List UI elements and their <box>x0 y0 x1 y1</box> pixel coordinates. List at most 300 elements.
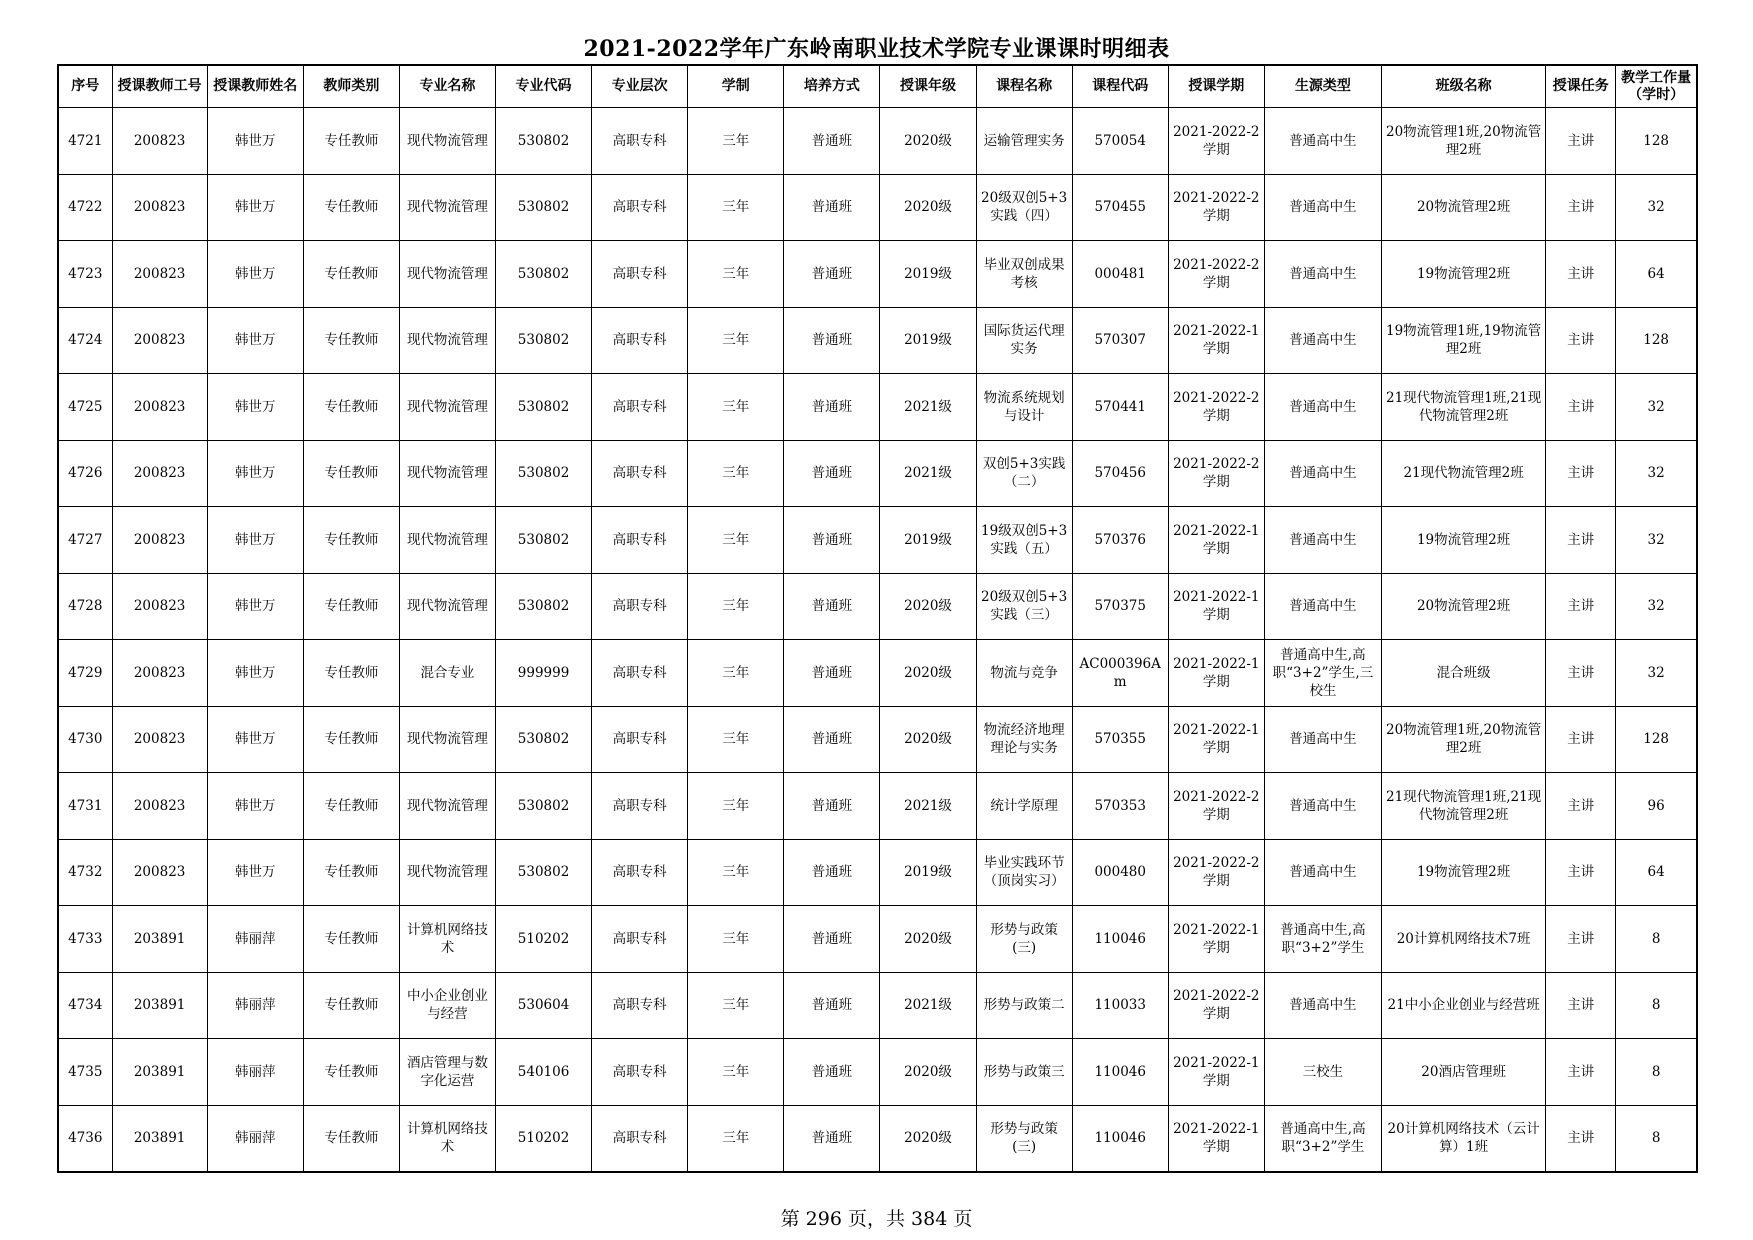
table-cell: 现代物流管理 <box>399 706 495 773</box>
column-header: 学制 <box>688 65 784 108</box>
table-cell: 2021-2022-2学期 <box>1168 108 1264 175</box>
table-cell: 普通高中生 <box>1264 706 1381 773</box>
table-cell: 000481 <box>1072 241 1168 308</box>
table-cell: 专任教师 <box>303 906 399 973</box>
table-cell: 毕业实践环节（顶岗实习） <box>976 839 1072 906</box>
table-cell: 酒店管理与数字化运营 <box>399 1039 495 1106</box>
column-header: 专业名称 <box>399 65 495 108</box>
page-title: 2021-2022学年广东岭南职业技术学院专业课课时明细表 <box>583 36 1170 62</box>
table-cell: 高职专科 <box>592 706 688 773</box>
table-cell: 三年 <box>688 773 784 840</box>
table-cell: 570376 <box>1072 507 1168 574</box>
table-cell: 2019级 <box>880 307 976 374</box>
column-header: 培养方式 <box>784 65 880 108</box>
table-cell: 主讲 <box>1546 573 1616 640</box>
table-cell: 530802 <box>496 507 592 574</box>
table-cell: 570441 <box>1072 374 1168 441</box>
table-row <box>58 507 1697 574</box>
table-cell: 2021级 <box>880 972 976 1039</box>
table-cell: 2021-2022-1学期 <box>1168 573 1264 640</box>
table-cell: 530802 <box>496 374 592 441</box>
table-cell: 32 <box>1616 174 1697 241</box>
table-cell: 普通班 <box>784 241 880 308</box>
table-cell: 专任教师 <box>303 1039 399 1106</box>
table-cell: 2020级 <box>880 1105 976 1172</box>
table-cell: 韩丽萍 <box>207 1105 303 1172</box>
column-header: 班级名称 <box>1382 65 1546 108</box>
table-cell: 普通班 <box>784 773 880 840</box>
table-cell: 8 <box>1616 1105 1697 1172</box>
table-cell: 物流与竞争 <box>976 640 1072 707</box>
table-cell: 三年 <box>688 573 784 640</box>
table-cell: 530802 <box>496 440 592 507</box>
table-cell: 20物流管理1班,20物流管理2班 <box>1382 706 1546 773</box>
table-cell: 现代物流管理 <box>399 507 495 574</box>
table-cell: 2019级 <box>880 507 976 574</box>
table-cell: 普通班 <box>784 108 880 175</box>
table-cell: 韩世万 <box>207 839 303 906</box>
table-row <box>58 773 1697 840</box>
table-cell: 主讲 <box>1546 374 1616 441</box>
table-cell: 4735 <box>58 1039 112 1106</box>
table-cell: 普通班 <box>784 573 880 640</box>
table-cell: 专任教师 <box>303 241 399 308</box>
table-cell: 200823 <box>112 108 207 175</box>
column-header: 课程代码 <box>1072 65 1168 108</box>
table-cell: 统计学原理 <box>976 773 1072 840</box>
table-cell: 4727 <box>58 507 112 574</box>
table-cell: 韩世万 <box>207 640 303 707</box>
table-cell: 4724 <box>58 307 112 374</box>
table-cell: 普通高中生 <box>1264 374 1381 441</box>
table-cell: 128 <box>1616 108 1697 175</box>
table-row <box>58 241 1697 308</box>
table-cell: 530802 <box>496 573 592 640</box>
table-cell: 专任教师 <box>303 174 399 241</box>
table-cell: 现代物流管理 <box>399 839 495 906</box>
table-cell: 三年 <box>688 972 784 1039</box>
table-cell: 主讲 <box>1546 972 1616 1039</box>
table-cell: 主讲 <box>1546 507 1616 574</box>
table-cell: 2021-2022-2学期 <box>1168 241 1264 308</box>
table-cell: 32 <box>1616 573 1697 640</box>
table-cell: 普通高中生 <box>1264 573 1381 640</box>
table-cell: 普通高中生 <box>1264 972 1381 1039</box>
table-cell: 2021-2022-2学期 <box>1168 839 1264 906</box>
table-cell: 三年 <box>688 507 784 574</box>
table-cell: 普通班 <box>784 1105 880 1172</box>
table-cell: 530802 <box>496 174 592 241</box>
table-cell: 双创5+3实践（二） <box>976 440 1072 507</box>
table-cell: 203891 <box>112 906 207 973</box>
table-cell: 530802 <box>496 839 592 906</box>
table-cell: 2020级 <box>880 108 976 175</box>
table-cell: 19物流管理2班 <box>1382 241 1546 308</box>
table-cell: 20计算机网络技术（云计算）1班 <box>1382 1105 1546 1172</box>
table-cell: 19物流管理1班,19物流管理2班 <box>1382 307 1546 374</box>
table-row <box>58 108 1697 175</box>
table-cell: 110046 <box>1072 1039 1168 1106</box>
table-cell: 203891 <box>112 1105 207 1172</box>
table-cell: 普通班 <box>784 972 880 1039</box>
table-cell: 运输管理实务 <box>976 108 1072 175</box>
table-cell: 现代物流管理 <box>399 174 495 241</box>
table-cell: 高职专科 <box>592 507 688 574</box>
table-cell: 韩世万 <box>207 573 303 640</box>
table-cell: 32 <box>1616 440 1697 507</box>
table-cell: 4734 <box>58 972 112 1039</box>
column-header: 课程名称 <box>976 65 1072 108</box>
table-cell: 专任教师 <box>303 440 399 507</box>
table-cell: 三年 <box>688 108 784 175</box>
table-cell: 普通高中生 <box>1264 307 1381 374</box>
table-cell: 三年 <box>688 374 784 441</box>
table-cell: 2020级 <box>880 706 976 773</box>
table-cell: 主讲 <box>1546 706 1616 773</box>
table-cell: 4725 <box>58 374 112 441</box>
table-cell: 2021-2022-1学期 <box>1168 507 1264 574</box>
table-cell: 540106 <box>496 1039 592 1106</box>
table-cell: 2019级 <box>880 241 976 308</box>
table-cell: 主讲 <box>1546 174 1616 241</box>
table-cell: 570353 <box>1072 773 1168 840</box>
table-cell: 2020级 <box>880 174 976 241</box>
table-cell: 2021-2022-1学期 <box>1168 1105 1264 1172</box>
table-cell: 32 <box>1616 640 1697 707</box>
table-cell: 普通高中生,高职“3+2”学生,三校生 <box>1264 640 1381 707</box>
table-cell: 专任教师 <box>303 773 399 840</box>
table-cell: 主讲 <box>1546 241 1616 308</box>
table-cell: 韩丽萍 <box>207 906 303 973</box>
table-cell: 高职专科 <box>592 773 688 840</box>
table-cell: 普通高中生 <box>1264 174 1381 241</box>
table-cell: 三年 <box>688 241 784 308</box>
table-cell: 20级双创5+3实践（四） <box>976 174 1072 241</box>
table-cell: 现代物流管理 <box>399 307 495 374</box>
table-cell: 200823 <box>112 440 207 507</box>
table-cell: 专任教师 <box>303 706 399 773</box>
table-cell: 64 <box>1616 839 1697 906</box>
table-cell: 4721 <box>58 108 112 175</box>
column-header: 专业代码 <box>496 65 592 108</box>
table-cell: 主讲 <box>1546 108 1616 175</box>
table-cell: 三年 <box>688 440 784 507</box>
table-cell: 64 <box>1616 241 1697 308</box>
table-cell: 4732 <box>58 839 112 906</box>
table-row <box>58 972 1697 1039</box>
table-cell: 96 <box>1616 773 1697 840</box>
table-cell: 200823 <box>112 174 207 241</box>
table-row <box>58 706 1697 773</box>
table-cell: 200823 <box>112 640 207 707</box>
table-cell: 20物流管理2班 <box>1382 174 1546 241</box>
table-cell: 三年 <box>688 1105 784 1172</box>
table-cell: 高职专科 <box>592 374 688 441</box>
table-cell: 8 <box>1616 972 1697 1039</box>
table-cell: 高职专科 <box>592 307 688 374</box>
table-cell: 2021级 <box>880 374 976 441</box>
table-cell: 570307 <box>1072 307 1168 374</box>
table-cell: 普通高中生 <box>1264 773 1381 840</box>
table-cell: 530604 <box>496 972 592 1039</box>
column-header: 生源类型 <box>1264 65 1381 108</box>
table-row <box>58 640 1697 707</box>
table-cell: 主讲 <box>1546 307 1616 374</box>
column-header: 教师类别 <box>303 65 399 108</box>
table-cell: 计算机网络技术 <box>399 1105 495 1172</box>
table-row <box>58 906 1697 973</box>
table-cell: 韩丽萍 <box>207 1039 303 1106</box>
table-cell: 2021-2022-2学期 <box>1168 374 1264 441</box>
table-cell: 2021-2022-1学期 <box>1168 906 1264 973</box>
table-cell: 三年 <box>688 640 784 707</box>
column-header: 授课任务 <box>1546 65 1616 108</box>
table-cell: 4723 <box>58 241 112 308</box>
table-cell: 专任教师 <box>303 640 399 707</box>
table-cell: 三校生 <box>1264 1039 1381 1106</box>
table-cell: 510202 <box>496 906 592 973</box>
table-cell: 现代物流管理 <box>399 440 495 507</box>
table-cell: 999999 <box>496 640 592 707</box>
table-cell: 专任教师 <box>303 839 399 906</box>
table-cell: 主讲 <box>1546 773 1616 840</box>
table-cell: 毕业双创成果考核 <box>976 241 1072 308</box>
table-cell: 110046 <box>1072 1105 1168 1172</box>
table-cell: 4731 <box>58 773 112 840</box>
table-cell: 三年 <box>688 1039 784 1106</box>
table-cell: 2020级 <box>880 1039 976 1106</box>
table-cell: 韩丽萍 <box>207 972 303 1039</box>
table-cell: 19物流管理2班 <box>1382 839 1546 906</box>
table-cell: 物流系统规划与设计 <box>976 374 1072 441</box>
column-header: 序号 <box>58 65 112 108</box>
column-header: 专业层次 <box>592 65 688 108</box>
table-cell: 现代物流管理 <box>399 374 495 441</box>
table-cell: 主讲 <box>1546 640 1616 707</box>
table-row <box>58 374 1697 441</box>
table-cell: 21现代物流管理1班,21现代物流管理2班 <box>1382 773 1546 840</box>
table-cell: 专任教师 <box>303 108 399 175</box>
table-cell: 2020级 <box>880 640 976 707</box>
course-hours-table <box>57 64 1698 1173</box>
table-cell: 2021-2022-1学期 <box>1168 706 1264 773</box>
column-header: 教学工作量（学时） <box>1616 65 1697 108</box>
table-cell: 混合专业 <box>399 640 495 707</box>
table-cell: 570456 <box>1072 440 1168 507</box>
table-cell: 2021级 <box>880 773 976 840</box>
table-cell: 中小企业创业与经营 <box>399 972 495 1039</box>
table-cell: 普通班 <box>784 839 880 906</box>
table-cell: 2021-2022-2学期 <box>1168 972 1264 1039</box>
table-cell: 韩世万 <box>207 241 303 308</box>
table-cell: 现代物流管理 <box>399 108 495 175</box>
table-body <box>58 108 1697 1173</box>
table-cell: 形势与政策二 <box>976 972 1072 1039</box>
table-cell: 8 <box>1616 1039 1697 1106</box>
table-cell: 普通班 <box>784 440 880 507</box>
table-cell: 110033 <box>1072 972 1168 1039</box>
table-cell: 现代物流管理 <box>399 773 495 840</box>
table-cell: 2021-2022-1学期 <box>1168 1039 1264 1106</box>
table-cell: 国际货运代理实务 <box>976 307 1072 374</box>
column-header: 授课教师姓名 <box>207 65 303 108</box>
table-cell: 普通高中生 <box>1264 108 1381 175</box>
table-cell: 主讲 <box>1546 839 1616 906</box>
table-cell: 韩世万 <box>207 108 303 175</box>
table-cell: 高职专科 <box>592 440 688 507</box>
table-cell: 计算机网络技术 <box>399 906 495 973</box>
table-cell: 形势与政策三 <box>976 1039 1072 1106</box>
table-cell: 形势与政策(三) <box>976 906 1072 973</box>
table-cell: 21中小企业创业与经营班 <box>1382 972 1546 1039</box>
table-cell: 现代物流管理 <box>399 573 495 640</box>
table-cell: 530802 <box>496 108 592 175</box>
table-cell: 4728 <box>58 573 112 640</box>
table-cell: 三年 <box>688 706 784 773</box>
table-row <box>58 440 1697 507</box>
column-header: 授课学期 <box>1168 65 1264 108</box>
table-cell: 2021-2022-1学期 <box>1168 307 1264 374</box>
table-cell: 普通班 <box>784 374 880 441</box>
table-cell: 200823 <box>112 307 207 374</box>
table-cell: 普通高中生 <box>1264 839 1381 906</box>
table-cell: 203891 <box>112 1039 207 1106</box>
table-cell: 128 <box>1616 307 1697 374</box>
table-cell: 现代物流管理 <box>399 241 495 308</box>
table-cell: 110046 <box>1072 906 1168 973</box>
table-cell: 4726 <box>58 440 112 507</box>
table-cell: 200823 <box>112 706 207 773</box>
table-cell: 韩世万 <box>207 773 303 840</box>
table-row <box>58 174 1697 241</box>
table-cell: 200823 <box>112 241 207 308</box>
table-cell: 高职专科 <box>592 174 688 241</box>
table-cell: 主讲 <box>1546 1039 1616 1106</box>
table-cell: 高职专科 <box>592 906 688 973</box>
table-cell: 2021级 <box>880 440 976 507</box>
column-header: 授课教师工号 <box>112 65 207 108</box>
table-cell: 专任教师 <box>303 307 399 374</box>
table-cell: 高职专科 <box>592 573 688 640</box>
table-row <box>58 1039 1697 1106</box>
table-cell: 三年 <box>688 307 784 374</box>
table-cell: 20级双创5+3实践（三） <box>976 573 1072 640</box>
table-cell: AC000396Am <box>1072 640 1168 707</box>
table-cell: 三年 <box>688 906 784 973</box>
table-row <box>58 1105 1697 1172</box>
table-cell: 570355 <box>1072 706 1168 773</box>
table-cell: 128 <box>1616 706 1697 773</box>
table-cell: 000480 <box>1072 839 1168 906</box>
table-cell: 530802 <box>496 706 592 773</box>
table-cell: 普通高中生 <box>1264 440 1381 507</box>
table-cell: 2021-2022-1学期 <box>1168 640 1264 707</box>
table-cell: 2019级 <box>880 839 976 906</box>
table-cell: 高职专科 <box>592 640 688 707</box>
table-cell: 4733 <box>58 906 112 973</box>
table-cell: 200823 <box>112 573 207 640</box>
table-cell: 普通高中生 <box>1264 241 1381 308</box>
table-cell: 570375 <box>1072 573 1168 640</box>
table-cell: 高职专科 <box>592 839 688 906</box>
table-cell: 2021-2022-2学期 <box>1168 174 1264 241</box>
table-cell: 普通班 <box>784 307 880 374</box>
table-cell: 20物流管理2班 <box>1382 573 1546 640</box>
table-cell: 主讲 <box>1546 1105 1616 1172</box>
page-footer: 第 296 页，共 384 页 <box>780 1208 973 1230</box>
table-cell: 混合班级 <box>1382 640 1546 707</box>
column-header: 授课年级 <box>880 65 976 108</box>
table-cell: 21现代物流管理2班 <box>1382 440 1546 507</box>
table-cell: 2021-2022-2学期 <box>1168 773 1264 840</box>
table-cell: 200823 <box>112 374 207 441</box>
table-row <box>58 307 1697 374</box>
table-cell: 高职专科 <box>592 1105 688 1172</box>
table-cell: 20物流管理1班,20物流管理2班 <box>1382 108 1546 175</box>
table-cell: 4736 <box>58 1105 112 1172</box>
table-cell: 专任教师 <box>303 972 399 1039</box>
table-cell: 530802 <box>496 307 592 374</box>
table-cell: 570054 <box>1072 108 1168 175</box>
table-cell: 32 <box>1616 374 1697 441</box>
table-cell: 高职专科 <box>592 108 688 175</box>
table-cell: 专任教师 <box>303 1105 399 1172</box>
table-cell: 普通高中生,高职“3+2”学生 <box>1264 1105 1381 1172</box>
table-cell: 530802 <box>496 773 592 840</box>
table-cell: 200823 <box>112 773 207 840</box>
table-cell: 主讲 <box>1546 906 1616 973</box>
table-cell: 4729 <box>58 640 112 707</box>
table-cell: 普通高中生,高职“3+2”学生 <box>1264 906 1381 973</box>
table-cell: 韩世万 <box>207 307 303 374</box>
table-cell: 普通班 <box>784 507 880 574</box>
table-cell: 20酒店管理班 <box>1382 1039 1546 1106</box>
table-cell: 韩世万 <box>207 440 303 507</box>
table-row <box>58 839 1697 906</box>
table-row <box>58 573 1697 640</box>
table-cell: 2020级 <box>880 906 976 973</box>
table-cell: 普通高中生 <box>1264 507 1381 574</box>
table-cell: 普通班 <box>784 1039 880 1106</box>
table-cell: 高职专科 <box>592 241 688 308</box>
table-cell: 510202 <box>496 1105 592 1172</box>
table-cell: 4722 <box>58 174 112 241</box>
table-cell: 203891 <box>112 972 207 1039</box>
table-cell: 三年 <box>688 839 784 906</box>
table-cell: 8 <box>1616 906 1697 973</box>
table-cell: 200823 <box>112 839 207 906</box>
table-cell: 20计算机网络技术7班 <box>1382 906 1546 973</box>
table-cell: 2020级 <box>880 573 976 640</box>
table-cell: 韩世万 <box>207 507 303 574</box>
table-cell: 32 <box>1616 507 1697 574</box>
table-cell: 三年 <box>688 174 784 241</box>
table-cell: 专任教师 <box>303 573 399 640</box>
table-cell: 韩世万 <box>207 374 303 441</box>
table-cell: 高职专科 <box>592 1039 688 1106</box>
table-cell: 主讲 <box>1546 440 1616 507</box>
table-cell: 普通班 <box>784 706 880 773</box>
table-cell: 物流经济地理理论与实务 <box>976 706 1072 773</box>
table-cell: 韩世万 <box>207 174 303 241</box>
table-cell: 21现代物流管理1班,21现代物流管理2班 <box>1382 374 1546 441</box>
table-cell: 专任教师 <box>303 507 399 574</box>
table-cell: 4730 <box>58 706 112 773</box>
table-cell: 530802 <box>496 241 592 308</box>
table-cell: 2021-2022-2学期 <box>1168 440 1264 507</box>
table-cell: 专任教师 <box>303 374 399 441</box>
table-cell: 高职专科 <box>592 972 688 1039</box>
